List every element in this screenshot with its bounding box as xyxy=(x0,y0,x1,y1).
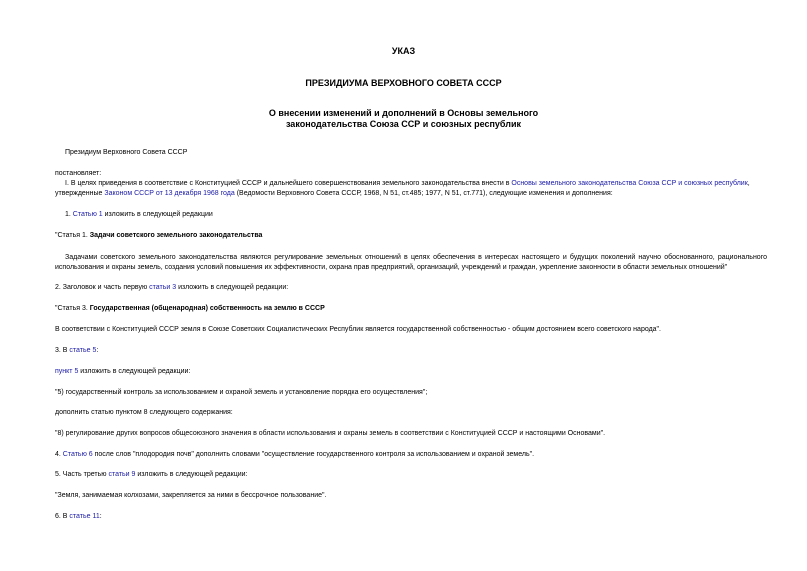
item-4 xyxy=(55,450,534,460)
statya-11-link[interactable]: статье 11 xyxy=(69,513,100,520)
item-4-prefix: 4. xyxy=(55,451,63,458)
doc-topic-line2: законодательства Союза ССР и союзных республик xyxy=(285,119,522,129)
item-3-quote-1: "5) государственный контроль за использованием и охраной земель и установление порядка его осуществления"; xyxy=(55,389,428,396)
p1-text-d: (Ведомости Верховного Совета СССР, 1968, N 51, ст.485; 1977, N 51, ст.771), следующие изменения и дополнения: xyxy=(234,190,613,197)
item-6-suffix: : xyxy=(99,513,102,520)
doc-topic-line1: О внесении изменений и дополнений в Основы земельного xyxy=(268,108,539,118)
paragraph-1-line1 xyxy=(65,179,750,189)
article-3-prefix: "Статья 3. xyxy=(55,305,90,312)
item-6-prefix: 6. В xyxy=(55,513,70,520)
item-1 xyxy=(65,210,213,220)
item-3-suffix: : xyxy=(96,347,99,354)
article-1-heading xyxy=(55,231,262,241)
item-1-prefix: 1. xyxy=(65,211,73,218)
osnovy-link[interactable]: Основы земельного законодательства Союза ССР и союзных республик xyxy=(511,180,748,187)
item-3-add: дополнить статью пунктом 8 следующего содержания: xyxy=(55,409,233,416)
item-5 xyxy=(55,470,247,480)
article-3-text: В соответствии с Конституцией СССР земля в Союзе Советских Социалистических Республик является государственной собственностью - общим достоянием всего советского народа". xyxy=(55,326,661,333)
item-5-text: изложить в следующей редакции: xyxy=(135,471,248,478)
item-5-quote: "Земля, занимаемая колхозами, закрепляется за ними в бессрочное пользование". xyxy=(55,492,327,499)
punkt-5-link[interactable]: пункт 5 xyxy=(55,368,79,375)
article-1-text: Задачами советского земельного законодательства являются регулирование земельных отношений в целях обеспечения в интересах настоящего и будущих поколений научно обоснованного, рационального использования и охраны земель, создания условий повышения их эффективности, охрана прав предприятий, организаций, учреждений и граждан, укрепление законности в области земельных отношений" xyxy=(55,254,767,271)
item-2 xyxy=(55,283,288,293)
postanovlyaet-line: постановляет: xyxy=(55,170,102,177)
zakon-1968-link[interactable]: Законом СССР от 13 декабря 1968 года xyxy=(104,190,235,197)
item-6 xyxy=(55,512,102,522)
paragraph-1-line2 xyxy=(55,189,613,199)
item-3 xyxy=(55,346,98,356)
item-5-prefix: 5. Часть третью xyxy=(55,471,109,478)
p1-text-b: , xyxy=(747,180,750,187)
item-2-prefix: 2. Заголовок и часть первую xyxy=(55,284,150,291)
statya-9-link[interactable]: статьи 9 xyxy=(108,471,136,478)
statya-3-link[interactable]: статьи 3 xyxy=(149,284,177,291)
article-3-title: Государственная (общенародная) собственность на землю в СССР xyxy=(89,305,325,312)
item-3-point xyxy=(55,367,190,377)
item-2-text: изложить в следующей редакции: xyxy=(176,284,289,291)
article-1-title: Задачи советского земельного законодательства xyxy=(89,232,263,239)
doc-subtitle: ПРЕЗИДИУМА ВЕРХОВНОГО СОВЕТА СССР xyxy=(305,78,502,88)
statya-1-link[interactable]: Статью 1 xyxy=(72,211,103,218)
article-1-prefix: "Статья 1. xyxy=(55,232,90,239)
presidium-line: Президиум Верховного Совета СССР xyxy=(65,149,188,156)
article-3-heading xyxy=(55,304,325,314)
p1-text-a: I. В целях приведения в соответствие с Конституцией СССР и дальнейшего совершенствования земельного законодательства внести в xyxy=(65,180,512,187)
item-3-quote-2: "8) регулирование других вопросов общесоюзного значения в области использования и охраны земель в соответствии с Конституцией СССР и настоящими Основами". xyxy=(55,430,606,437)
item-3-prefix: 3. В xyxy=(55,347,70,354)
statya-6-link[interactable]: Статью 6 xyxy=(62,451,93,458)
doc-title: УКАЗ xyxy=(391,46,416,56)
item-4-text: после слов "плодородия почв" дополнить словами "осуществление государственного контроля за использованием и охраной земель". xyxy=(92,451,535,458)
statya-5-link[interactable]: статье 5 xyxy=(69,347,97,354)
item-1-text: изложить в следующей редакции xyxy=(102,211,213,218)
item-3-point-text: изложить в следующей редакции: xyxy=(78,368,191,375)
p1-text-c: утвержденные xyxy=(55,190,105,197)
